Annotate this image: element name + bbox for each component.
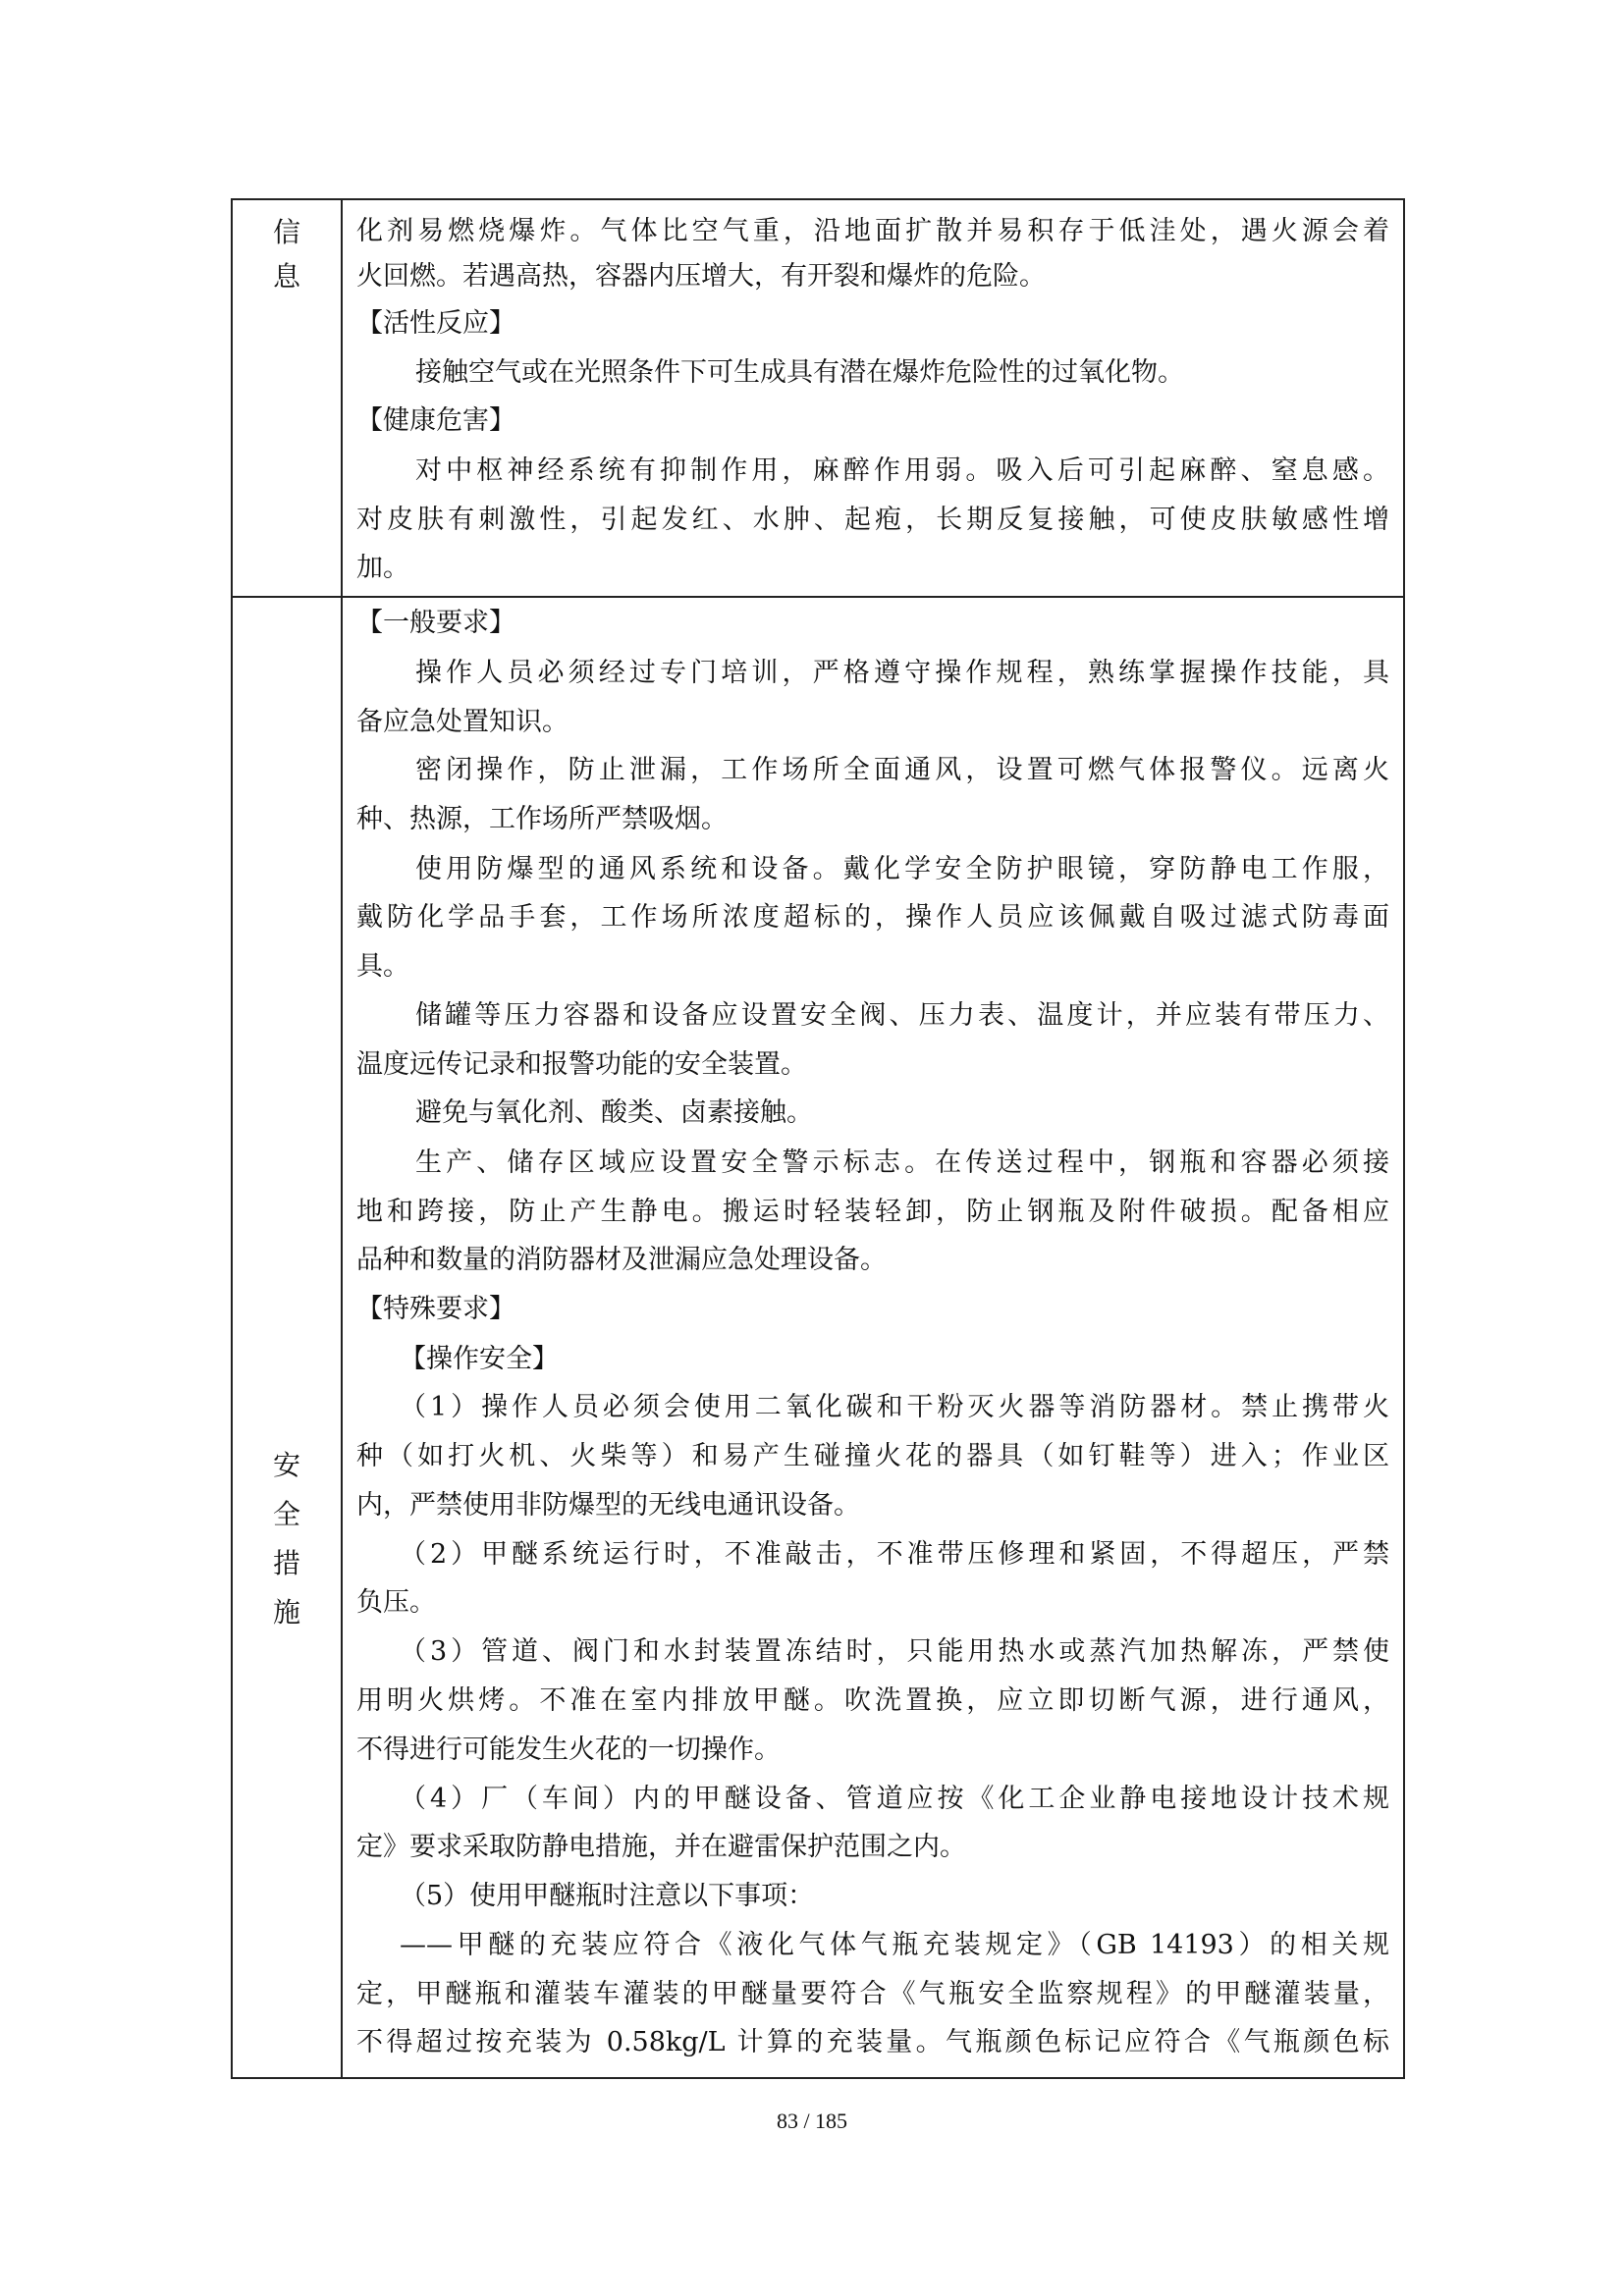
- section-heading-health-hazard: 【健康危害】: [356, 405, 515, 436]
- text-line: 生产、储存区域应设置安全警示标志。在传送过程中，钢瓶和容器必须接: [415, 1148, 1389, 1178]
- text-line: （5）使用甲醚瓶时注意以下事项：: [400, 1881, 815, 1911]
- text-line: 操作人员必须经过专门培训，严格遵守操作规程，熟练掌握操作技能，具: [415, 658, 1389, 688]
- text-line: 种（如打火机、火柴等）和易产生碰撞火花的器具（如钉鞋等）进入；作业区: [356, 1441, 1389, 1471]
- text-line: （2）甲醚系统运行时，不准敲击，不准带压修理和紧固，不得超压，严禁: [400, 1539, 1389, 1570]
- table-row-safety-measures: [233, 596, 1403, 2077]
- text-line: 备应急处置知识。: [356, 707, 568, 737]
- text-line: 不得进行可能发生火花的一切操作。: [356, 1735, 781, 1765]
- text-line: 品种和数量的消防器材及泄漏应急处理设备。: [356, 1245, 887, 1275]
- text-line: 用明火烘烤。不准在室内排放甲醚。吹洗置换，应立即切断气源，进行通风，: [356, 1685, 1389, 1716]
- text-line: （1）操作人员必须会使用二氧化碳和干粉灭火器等消防器材。禁止携带火: [400, 1392, 1389, 1422]
- section-heading-special-requirements: 【特殊要求】: [356, 1294, 515, 1324]
- text-line: 加。: [356, 553, 409, 583]
- text-line: 火回燃。若遇高热，容器内压增大，有开裂和爆炸的危险。: [356, 261, 1046, 292]
- text-line: （3）管道、阀门和水封装置冻结时，只能用热水或蒸汽加热解冻，严禁使: [400, 1636, 1389, 1667]
- text-line: 定》要求采取防静电措施，并在避雷保护范围之内。: [356, 1832, 966, 1862]
- label-char: 信: [272, 216, 300, 248]
- label-char: 安: [272, 1449, 300, 1481]
- text-line: 储罐等压力容器和设备应设置安全阀、压力表、温度计，并应装有带压力、: [415, 1000, 1389, 1031]
- text-line: 内，严禁使用非防爆型的无线电通讯设备。: [356, 1490, 860, 1521]
- text-line: 种、热源，工作场所严禁吸烟。: [356, 804, 728, 834]
- text-line: 对中枢神经系统有抑制作用，麻醉作用弱。吸入后可引起麻醉、窒息感。: [415, 455, 1389, 486]
- hazard-info-table: [231, 198, 1405, 2079]
- text-line: 对皮肤有刺激性，引起发红、水肿、起疱，长期反复接触，可使皮肤敏感性增: [356, 505, 1389, 535]
- text-line: 避免与氧化剂、酸类、卤素接触。: [415, 1097, 813, 1128]
- text-line: 定，甲醚瓶和灌装车灌装的甲醚量要符合《气瓶安全监察规程》的甲醚灌装量，: [356, 1979, 1389, 2009]
- text-line: 使用防爆型的通风系统和设备。戴化学安全防护眼镜，穿防静电工作服，: [415, 854, 1389, 884]
- row-label-safety-measures: [233, 596, 343, 2077]
- label-char: 措: [272, 1547, 300, 1579]
- section-heading-operation-safety: 【操作安全】: [400, 1344, 559, 1374]
- text-line: 化剂易燃烧爆炸。气体比空气重，沿地面扩散并易积存于低洼处，遇火源会着: [356, 216, 1389, 246]
- text-line: （4）厂（车间）内的甲醚设备、管道应按《化工企业静电接地设计技术规: [400, 1784, 1389, 1814]
- text-line: 具。: [356, 951, 409, 982]
- label-char: 息: [272, 260, 300, 293]
- page-number: 83 / 185: [776, 2109, 848, 2133]
- row-content-info: [343, 200, 1403, 596]
- text-line: 戴防化学品手套，工作场所浓度超标的，操作人员应该佩戴自吸过滤式防毒面: [356, 902, 1389, 933]
- section-heading-general-requirements: 【一般要求】: [356, 608, 515, 638]
- section-heading-reactivity: 【活性反应】: [356, 308, 515, 339]
- text-line: ——甲醚的充装应符合《液化气体气瓶充装规定》（GB 14193）的相关规: [400, 1930, 1389, 1960]
- row-content-safety-measures: [343, 596, 1403, 2077]
- table-row-info: [233, 200, 1403, 598]
- label-char: 施: [272, 1596, 300, 1629]
- text-line: 地和跨接，防止产生静电。搬运时轻装轻卸，防止钢瓶及附件破损。配备相应: [356, 1197, 1389, 1227]
- row-label-info: [233, 200, 343, 596]
- label-char: 全: [272, 1498, 300, 1530]
- text-line: 不得超过按充装为 0.58kg/L 计算的充装量。气瓶颜色标记应符合《气瓶颜色标: [356, 2027, 1389, 2057]
- text-line: 温度远传记录和报警功能的安全装置。: [356, 1049, 807, 1080]
- text-line: 密闭操作，防止泄漏，工作场所全面通风，设置可燃气体报警仪。远离火: [415, 755, 1389, 785]
- text-line: 接触空气或在光照条件下可生成具有潜在爆炸危险性的过氧化物。: [415, 357, 1184, 388]
- text-line: 负压。: [356, 1587, 436, 1618]
